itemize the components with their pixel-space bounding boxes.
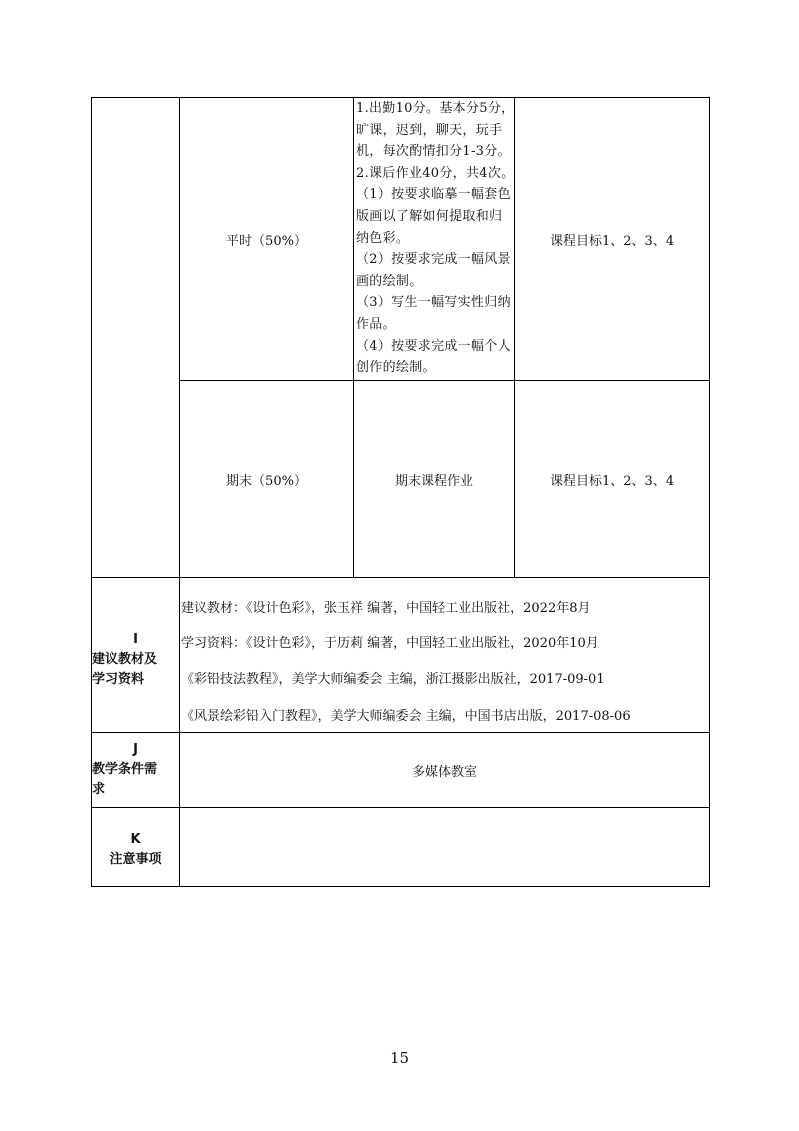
- table-border-bottom: [91, 886, 710, 887]
- requirement-line: （2）按要求完成一幅风景: [356, 252, 511, 268]
- notes-value: [180, 808, 709, 886]
- requirement-line: 1.出勤10分。基本分5分，: [356, 101, 515, 116]
- notes-header: [92, 830, 179, 870]
- conditions-value: 多媒体教室: [411, 764, 477, 780]
- conditions-header: [92, 740, 179, 800]
- requirement-line: 旷课，迟到，聊天，玩手: [356, 122, 503, 138]
- conditions-letter: J: [133, 742, 138, 757]
- regular-assessment-requirements: [356, 98, 515, 379]
- material-item: 学习资料：《设计色彩》，于历莉 编著，中国轻工业出版社，2020年10月: [181, 636, 599, 651]
- notes-letter: K: [130, 832, 141, 847]
- material-item: 《彩铅技法教程》，美学大师编委会 主编，浙江摄影出版社，2017-09-01: [181, 672, 605, 687]
- requirement-line: 画的绘制。: [356, 273, 423, 289]
- row-divider-assessment-materials: [91, 577, 710, 578]
- materials-letter: I: [133, 632, 138, 647]
- regular-assessment-target: 课程目标1、2、3、4: [549, 233, 675, 249]
- material-item: 建议教材：《设计色彩》，张玉祥 编著，中国轻工业出版社，2022年8月: [181, 601, 591, 616]
- final-assessment-requirement: 期末课程作业: [394, 473, 473, 489]
- table-border-right: [709, 97, 710, 887]
- final-assessment-target: 课程目标1、2、3、4: [549, 473, 675, 489]
- materials-label-line2: 学习资料: [92, 672, 145, 687]
- notes-label: 注意事项: [109, 852, 162, 867]
- final-assessment-label: 期末（50%）: [226, 473, 307, 489]
- material-item: 《风景绘彩铅入门教程》，美学大师编委会 主编，中国书店出版，2017-08-06: [181, 709, 631, 724]
- materials-label-line1: 建议教材及: [92, 652, 158, 667]
- conditions-label-line1: 教学条件需: [92, 762, 158, 777]
- requirement-line: （1）按要求临摹一幅套色: [356, 187, 511, 203]
- conditions-label-line2: 求: [92, 782, 106, 797]
- requirement-line: 作品。: [356, 316, 396, 332]
- requirement-line: 创作的绘制。: [356, 360, 436, 376]
- requirement-line: 2.课后作业40分，共4次。: [356, 165, 515, 181]
- requirement-line: 机，每次酌情扣分1-3分。: [356, 144, 511, 160]
- page-number: 15: [389, 1049, 410, 1067]
- materials-header: [92, 630, 179, 690]
- requirement-line: 纳色彩。: [356, 230, 410, 246]
- requirement-line: （4）按要求完成一幅个人: [356, 338, 511, 354]
- requirement-line: 版画以了解如何提取和归: [356, 208, 503, 224]
- requirement-line: （3）写生一幅写实性归纳: [356, 295, 511, 311]
- regular-assessment-label: 平时（50%）: [226, 233, 307, 249]
